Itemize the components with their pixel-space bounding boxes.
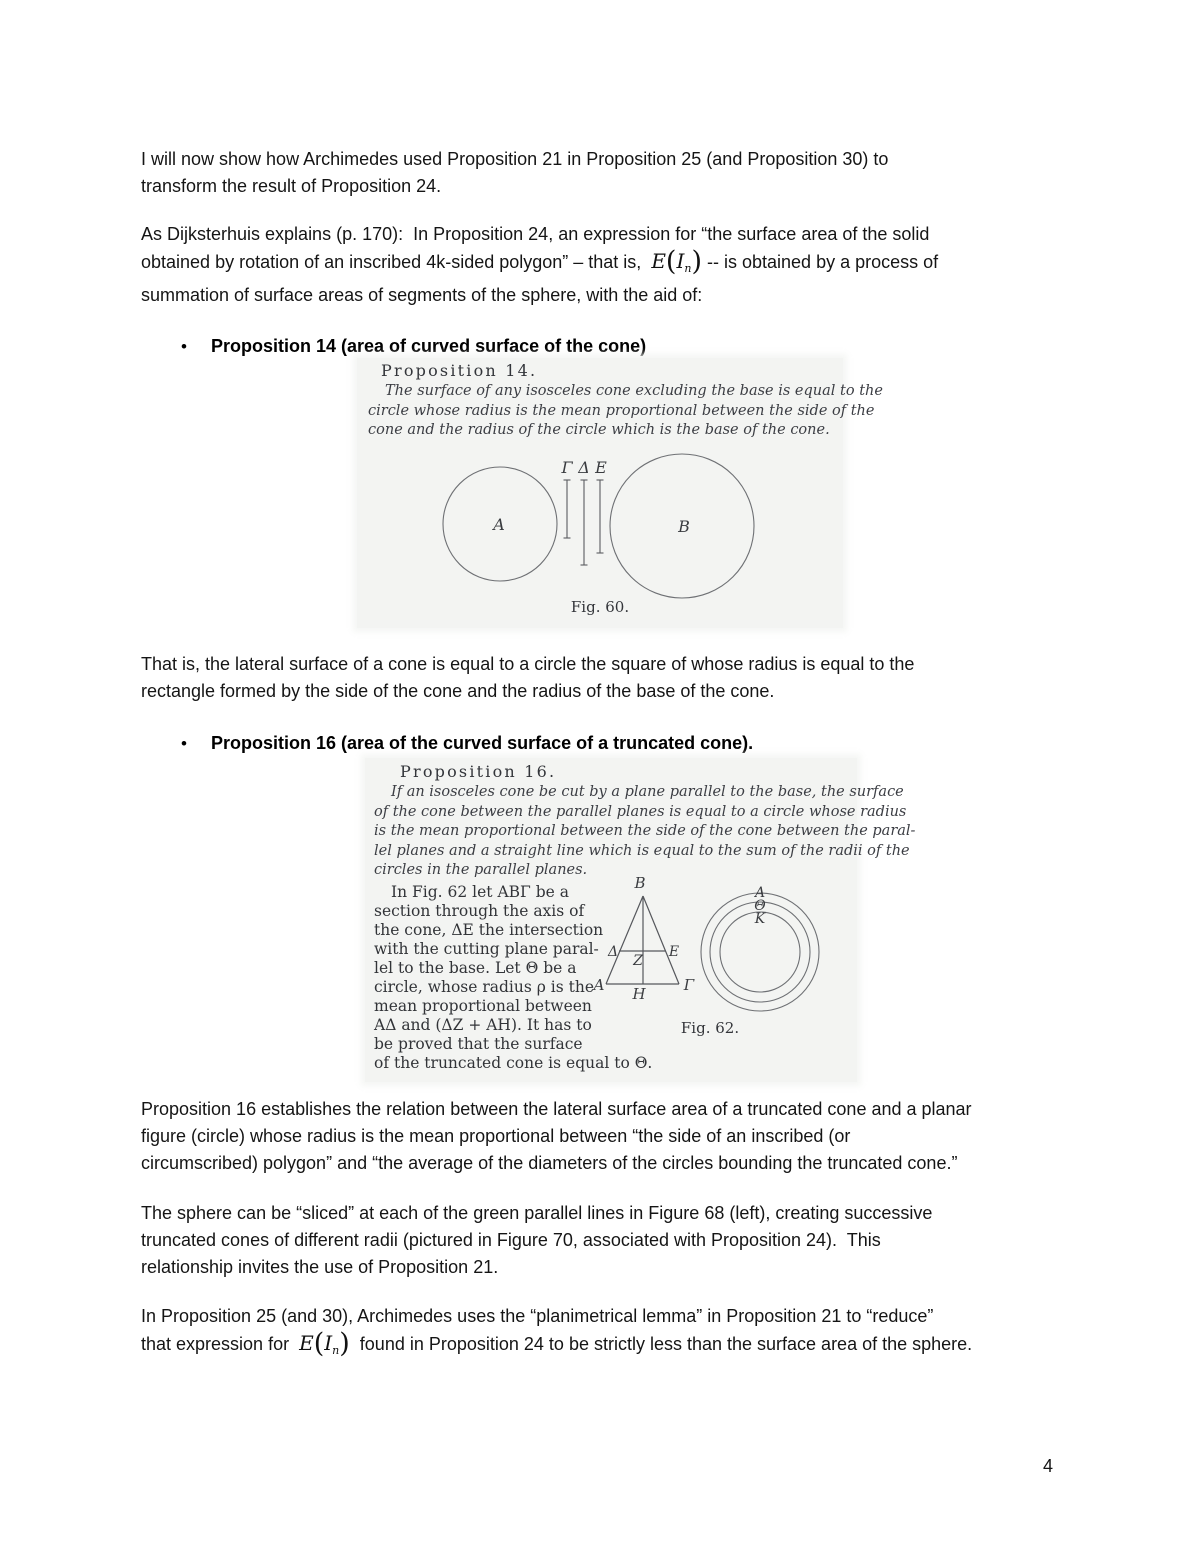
scan-title: Proposition 14. <box>381 361 538 380</box>
math-paren: ) <box>339 1328 350 1359</box>
text-line: figure (circle) whose radius is the mean proportional between “the side of an inscribed (or <box>141 1126 851 1146</box>
segment-delta <box>581 480 588 565</box>
scan-statement-line: cone and the radius of the circle which is the base of the cone. <box>368 422 830 438</box>
scan-column-line: be proved that the surface <box>374 1035 583 1053</box>
segment-gamma <box>564 480 571 538</box>
math-expression-EIn <box>299 1328 350 1359</box>
text-line: circumscribed) polygon” and “the average of the diameters of the circles bounding the truncated cone.” <box>141 1153 958 1173</box>
text-line: relationship invites the use of Proposition 21. <box>141 1257 499 1277</box>
label-E: E <box>668 944 680 960</box>
paragraph-sphere-sliced <box>141 1200 932 1281</box>
fig62-caption: Fig. 62. <box>680 1019 740 1037</box>
scan-proposition-14 <box>357 358 883 628</box>
scan-last-line <box>374 1054 774 1073</box>
text-segment: that expression for <box>141 1334 295 1354</box>
scan-statement <box>374 783 916 881</box>
label-A: A <box>593 976 605 994</box>
math-paren: ) <box>691 246 703 277</box>
label-B: B <box>634 874 646 892</box>
math-symbol-I: I <box>676 249 685 273</box>
math-subscript-n: n <box>332 1344 340 1357</box>
scan-title: Proposition 16. <box>400 762 557 781</box>
text-line: The sphere can be “sliced” at each of the green parallel lines in Figure 68 (left), creating successive <box>141 1203 933 1223</box>
scan-column-line: mean proportional between <box>374 997 592 1015</box>
fig60-diagram <box>357 446 843 596</box>
text-line: transform the result of Proposition 24. <box>141 176 442 196</box>
label-A: A <box>493 515 505 534</box>
math-subscript-n: n <box>684 262 692 275</box>
bullet-item-proposition-16 <box>0 730 1200 757</box>
scan-column-line: with the cutting plane paral- <box>374 940 599 958</box>
page-number: 4 <box>1043 1456 1054 1476</box>
text-segment: -- is obtained by a process of <box>707 252 939 272</box>
scan-column-text <box>374 883 604 1054</box>
label-E: E <box>595 458 607 477</box>
scan-column-line: lel to the base. Let Θ be a <box>374 959 577 977</box>
paragraph-prop16-establishes <box>141 1096 972 1177</box>
bullet-label: Proposition 16 (area of the curved surface of a truncated cone). <box>211 733 754 753</box>
text-line: truncated cones of different radii (pictured in Figure 70, associated with Proposition 24). This <box>141 1230 881 1250</box>
scan-proposition-16 <box>365 758 916 1082</box>
label-Z: Z <box>633 953 643 969</box>
paragraph-that-is <box>141 651 914 705</box>
math-expression-EIn <box>651 246 703 277</box>
math-symbol-E: E <box>651 249 666 273</box>
label-circle-K: K <box>754 911 766 927</box>
math-paren: ( <box>665 246 677 277</box>
math-paren: ( <box>313 1328 325 1359</box>
math-symbol-I: I <box>324 1331 333 1355</box>
scan-column-line: In Fig. 62 let ABΓ be a <box>391 883 569 901</box>
scan-statement-line: is the mean proportional between the side of the cone between the paral- <box>374 823 916 839</box>
scan-column-line: of the truncated cone is equal to Θ. <box>374 1054 653 1072</box>
fig62-triangle <box>606 896 679 984</box>
text-line: summation of surface areas of segments of the sphere, with the aid of: <box>141 285 703 305</box>
label-gamma: Γ <box>561 458 573 477</box>
scan-statement-line: lel planes and a straight line which is equal to the sum of the radii of the <box>374 842 910 859</box>
label-circle-theta: Θ <box>754 898 766 914</box>
fig60-caption: Fig. 60. <box>570 598 630 616</box>
scan-column-line: the cone, ΔE the intersection <box>374 921 604 939</box>
scan-statement <box>368 382 883 441</box>
scan-statement-line: The surface of any isosceles cone excluding the base is equal to the <box>385 383 883 399</box>
scan-statement-line: If an isosceles cone be cut by a plane parallel to the base, the surface <box>391 784 904 800</box>
bullet-label: Proposition 14 (area of curved surface of the cone) <box>211 336 647 356</box>
paragraph-prop25-reduce <box>141 1303 972 1364</box>
text-line: As Dijksterhuis explains (p. 170): In Proposition 24, an expression for “the surface area of the solid <box>141 224 930 244</box>
scan-statement-line: circle whose radius is the mean proportional between the side of the <box>368 402 875 419</box>
label-B: B <box>678 517 690 536</box>
text-line <box>141 1330 972 1364</box>
scan-statement-line: of the cone between the parallel planes is equal to a circle whose radius <box>374 803 907 820</box>
bullet-icon: • <box>181 337 187 356</box>
segment-E <box>597 480 604 553</box>
text-segment: obtained by rotation of an inscribed 4k-sided polygon” – that is, <box>141 252 647 272</box>
bullet-item-proposition-14 <box>0 333 1200 360</box>
bullet-icon: • <box>181 734 187 753</box>
label-H: H <box>632 985 646 1003</box>
text-line <box>141 248 938 282</box>
text-line: rectangle formed by the side of the cone and the radius of the base of the cone. <box>141 681 775 701</box>
text-line: In Proposition 25 (and 30), Archimedes uses the “planimetrical lemma” in Proposition 21 to “reduce” <box>141 1306 934 1326</box>
scan-statement-line: circles in the parallel planes. <box>374 862 588 878</box>
paragraph-intro <box>141 146 888 200</box>
label-circle-A: A <box>754 885 766 901</box>
scan-column-line: circle, whose radius ρ is the <box>374 978 595 996</box>
math-symbol-E: E <box>299 1331 314 1355</box>
label-delta: Δ <box>578 458 590 477</box>
label-delta: Δ <box>607 944 619 960</box>
scan-column-line: section through the axis of <box>374 902 585 920</box>
fig62-diagram <box>590 868 857 1018</box>
text-line: Proposition 16 establishes the relation between the lateral surface area of a truncated cone and a planar <box>141 1099 972 1119</box>
paragraph-dijksterhuis <box>141 221 938 309</box>
text-line: I will now show how Archimedes used Proposition 21 in Proposition 25 (and Proposition 30) to <box>141 149 889 169</box>
scan-column-line: AΔ and (ΔZ + AH). It has to <box>374 1016 592 1034</box>
text-segment: found in Proposition 24 to be strictly less than the surface area of the sphere. <box>354 1334 973 1354</box>
label-gamma: Γ <box>683 976 695 994</box>
text-line: That is, the lateral surface of a cone is equal to a circle the square of whose radius is equal to the <box>141 654 915 674</box>
